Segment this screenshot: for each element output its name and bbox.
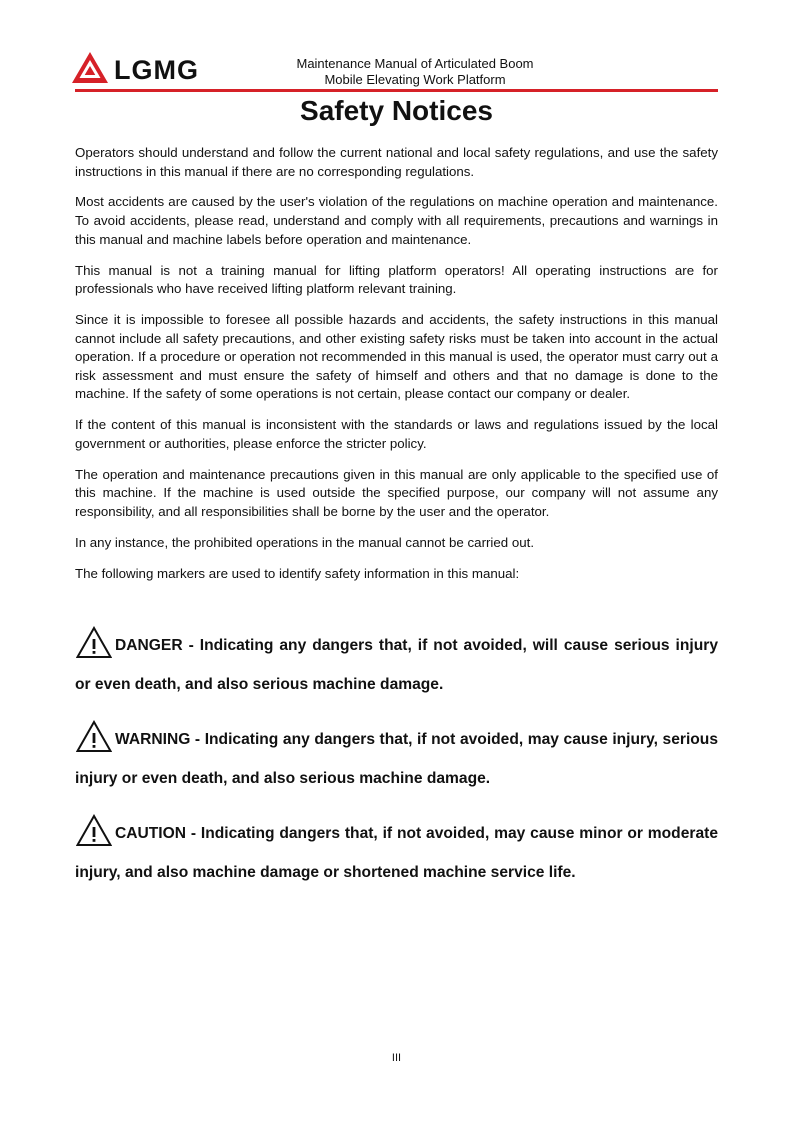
paragraph: Most accidents are caused by the user's violation of the regulations on machine operation and maintenance. To avoid accidents, please read, understand and comply with all requirements, precautions and warnings in this manual and machine labels before operation and maintenance. — [75, 194, 718, 247]
paragraph: If the content of this manual is inconsistent with the standards or laws and regulations issued by the local government or authorities, please enforce the stricter policy. — [75, 417, 718, 451]
warning-notice — [75, 720, 718, 798]
paragraph: The operation and maintenance precautions given in this manual are only applicable to the specified use of this machine. If the machine is used outside the specified purpose, our company will not assume any responsibility, and all responsibilities shall be borne by the user and the operator. — [75, 466, 718, 519]
paragraph: Since it is impossible to foresee all possible hazards and accidents, the safety instructions in this manual cannot include all safety precautions, and other existing safety risks must be taken into account in the actual operation. If a procedure or operation not recommended in this manual is used, the operator must carry out a risk assessment and must ensure the safety of himself and others and that no damage is done to the machine. If the safety of some operations is not certain, please contact our company or dealer. — [75, 312, 718, 402]
paragraph: In any instance, the prohibited operations in the manual cannot be carried out. — [75, 534, 535, 550]
header-title — [270, 56, 560, 88]
header-divider — [75, 89, 718, 92]
page-number: III — [391, 1052, 402, 1064]
caution-notice-text: CAUTION - Indicating dangers that, if not avoided, may cause minor or moderate injury, and also machine damage or shortened machine service life. — [75, 825, 718, 881]
warning-notice-text: WARNING - Indicating any dangers that, if not avoided, may cause injury, serious injury or even death, and also serious machine damage. — [75, 731, 718, 787]
danger-notice-text: DANGER - Indicating any dangers that, if not avoided, will cause serious injury or even death, and also serious machine damage. — [75, 637, 718, 693]
safety-notices — [75, 626, 718, 892]
header-title-line1: Maintenance Manual of Articulated Boom — [296, 56, 534, 71]
body-text — [75, 144, 718, 596]
caution-notice — [75, 814, 718, 892]
paragraph: This manual is not a training manual for lifting platform operators! All operating instructions are for professionals who have received lifting platform relevant training. — [75, 262, 718, 297]
svg-text:LGMG: LGMG — [114, 55, 199, 85]
warning-triangle-icon — [76, 626, 112, 659]
paragraph: Operators should understand and follow the current national and local safety regulations, and use the safety instructions in this manual if there are no corresponding regulations. — [75, 145, 718, 179]
paragraph: The following markers are used to identify safety information in this manual: — [75, 565, 520, 581]
warning-triangle-icon — [76, 720, 112, 753]
lgmg-logo-icon — [72, 50, 217, 86]
page-title: Safety Notices — [300, 95, 493, 126]
warning-triangle-icon — [76, 814, 112, 847]
header-title-line2: Mobile Elevating Work Platform — [324, 72, 506, 87]
lgmg-logo — [72, 50, 217, 86]
danger-notice — [75, 626, 718, 704]
